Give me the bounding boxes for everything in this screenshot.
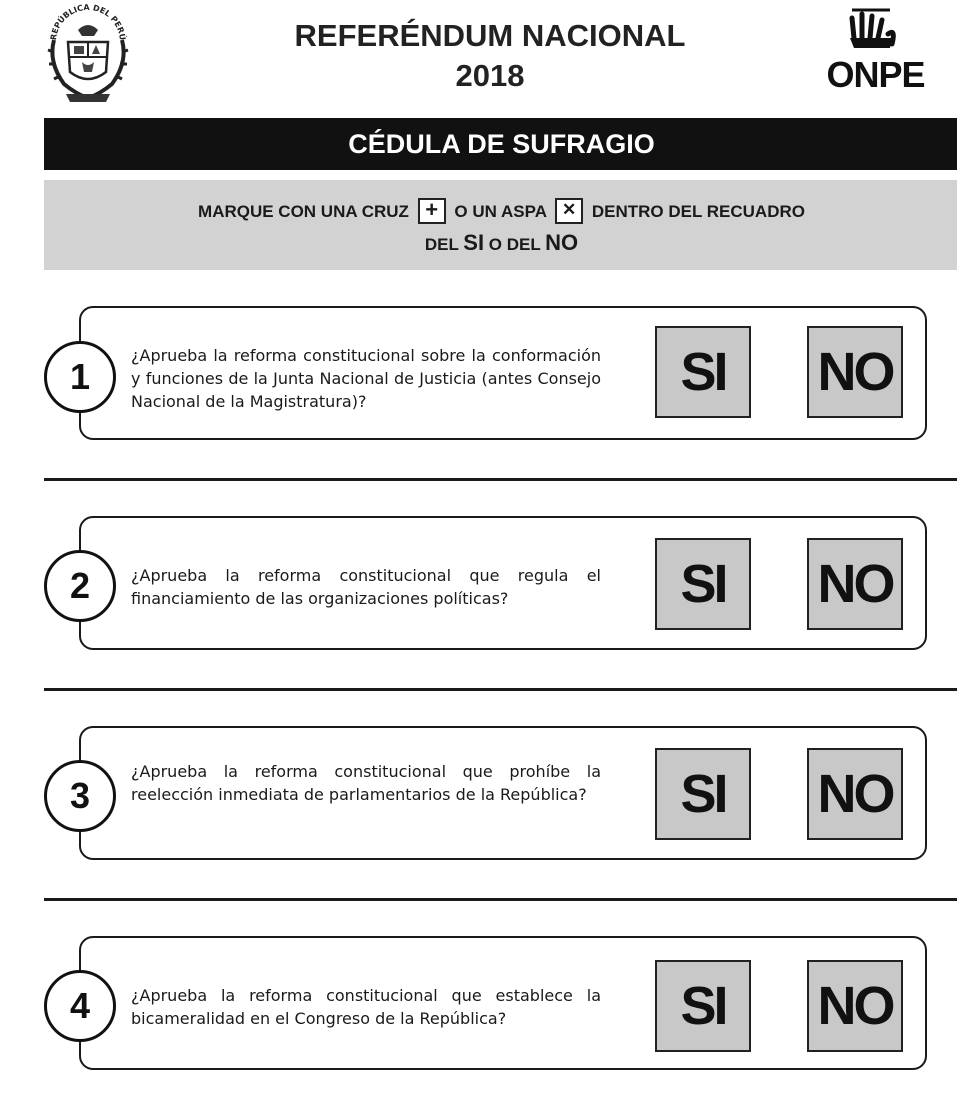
question-card-4 [79, 936, 927, 1070]
question-text: ¿Aprueba la reforma constitucional que regula el financiamiento de las organizaciones políticas? [131, 566, 601, 608]
peru-coat-of-arms-icon [42, 2, 134, 106]
onpe-wordmark: ONPE [826, 54, 925, 95]
question-number-4: 4 [44, 970, 116, 1042]
question-text: ¿Aprueba la reforma constitucional que establece la bicameralidad en el Congreso de la República? [131, 986, 601, 1028]
title-referendum: REFERÉNDUM NACIONAL [294, 18, 686, 53]
question-card-2 [79, 516, 927, 650]
vote-no-box[interactable]: NO [807, 326, 903, 418]
question-text: ¿Aprueba la reforma constitucional que prohíbe la reelección inmediata de parlamentarios de la República? [131, 762, 601, 804]
question-number-3: 3 [44, 760, 116, 832]
vote-si-box[interactable]: SI [655, 748, 751, 840]
instr-text-2: O UN ASPA [454, 202, 547, 221]
instr-del: DEL [424, 235, 459, 254]
instructions-line-1 [44, 196, 957, 226]
vote-no-box[interactable]: NO [807, 748, 903, 840]
title-year: 2018 [455, 58, 525, 93]
onpe-logo [818, 8, 933, 98]
instr-text-3: DENTRO DEL RECUADRO [591, 202, 805, 221]
instr-no: NO [545, 230, 579, 255]
svg-text:REPÚBLICA DEL PERÚ: REPÚBLICA DEL PERÚ [48, 2, 128, 41]
question-card-1 [79, 306, 927, 440]
instr-si: SI [463, 230, 485, 255]
x-mark-icon: ✕ [555, 198, 583, 224]
separator-line [44, 688, 957, 691]
instructions-panel [44, 180, 957, 270]
vote-si-box[interactable]: SI [655, 538, 751, 630]
instr-text-1: MARQUE CON UNA CRUZ [198, 202, 409, 221]
ballot-title-bar [44, 118, 957, 170]
vote-si-box[interactable]: SI [655, 326, 751, 418]
instr-o-del: O DEL [488, 235, 541, 254]
instructions-line-2 [44, 230, 957, 258]
question-text: ¿Aprueba la reforma constitucional sobre la conformación y funciones de la Junta Nacional de Justicia (antes Consejo Nacional de la Magistratura)? [131, 346, 601, 411]
question-number-1: 1 [44, 341, 116, 413]
ballot-title: CÉDULA DE SUFRAGIO [348, 129, 655, 159]
vote-no-box[interactable]: NO [807, 538, 903, 630]
separator-line [44, 898, 957, 901]
vote-no-box[interactable]: NO [807, 960, 903, 1052]
ballot-hand-icon [844, 8, 904, 52]
separator-line [44, 478, 957, 481]
ballot-header [0, 0, 957, 115]
vote-si-box[interactable]: SI [655, 960, 751, 1052]
question-card-3 [79, 726, 927, 860]
cross-mark-icon: + [418, 198, 446, 224]
question-number-2: 2 [44, 550, 116, 622]
